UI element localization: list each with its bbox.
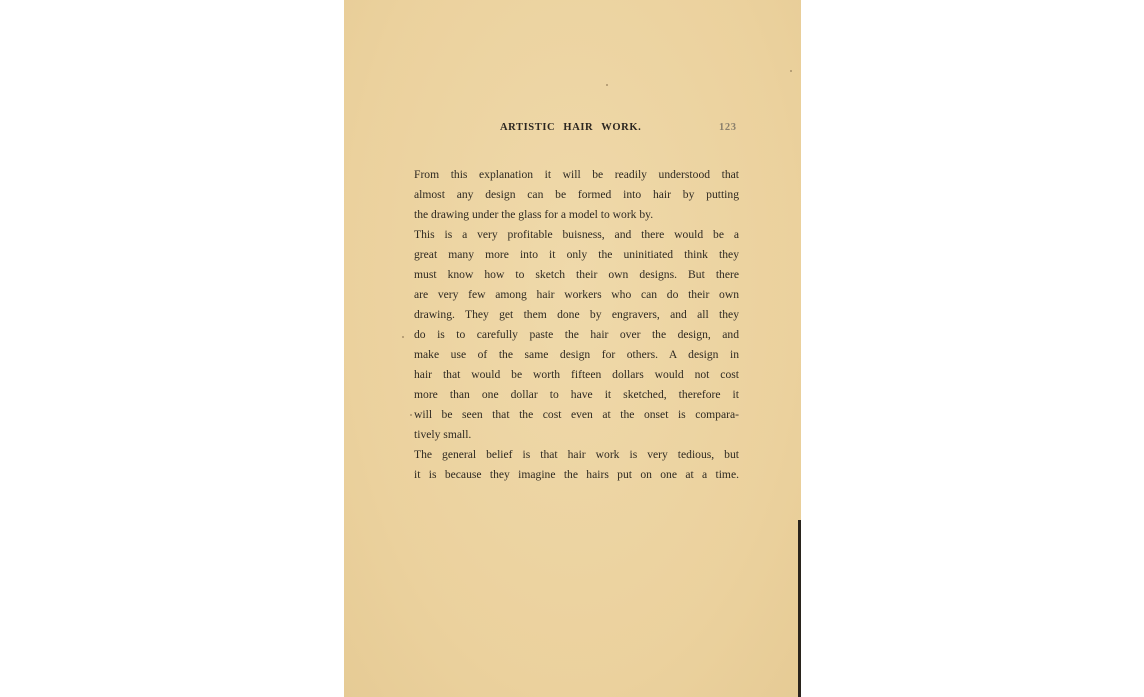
text-line: almost any design can be formed into hair by putting bbox=[414, 188, 739, 201]
running-head bbox=[344, 122, 801, 138]
text-line: the drawing under the glass for a model to work by. bbox=[414, 208, 654, 221]
book-page bbox=[344, 0, 801, 697]
text-line: must know how to sketch their own designs. But there bbox=[414, 268, 739, 281]
text-line: drawing. They get them done by engravers, and all they bbox=[414, 308, 739, 321]
text-line: The general belief is that hair work is very tedious, but bbox=[414, 448, 739, 461]
paper-speck bbox=[790, 70, 792, 72]
text-line: make use of the same design for others. A design in bbox=[414, 348, 739, 361]
text-line: more than one dollar to have it sketched, therefore it bbox=[414, 388, 739, 401]
text-line: do is to carefully paste the hair over the design, and bbox=[414, 328, 739, 341]
text-line: will be seen that the cost even at the onset is compara- bbox=[414, 408, 739, 421]
text-line: are very few among hair workers who can do their own bbox=[414, 288, 739, 301]
text-line: hair that would be worth fifteen dollars would not cost bbox=[414, 368, 739, 381]
text-line: From this explanation it will be readily understood that bbox=[414, 168, 739, 181]
running-title: ARTISTIC HAIR WORK. bbox=[500, 122, 642, 133]
paper-speck bbox=[402, 336, 404, 338]
paper-speck bbox=[410, 414, 412, 416]
paper-speck bbox=[606, 84, 608, 86]
body-text bbox=[414, 165, 739, 485]
text-line: great many more into it only the uninitiated think they bbox=[414, 248, 739, 261]
text-line: tively small. bbox=[414, 428, 472, 441]
text-line: it is because they imagine the hairs put on one at a time. bbox=[414, 468, 739, 481]
text-line: This is a very profitable buisness, and there would be a bbox=[414, 228, 739, 241]
page-edge-shadow bbox=[798, 520, 801, 697]
page-number: 123 bbox=[719, 122, 737, 133]
